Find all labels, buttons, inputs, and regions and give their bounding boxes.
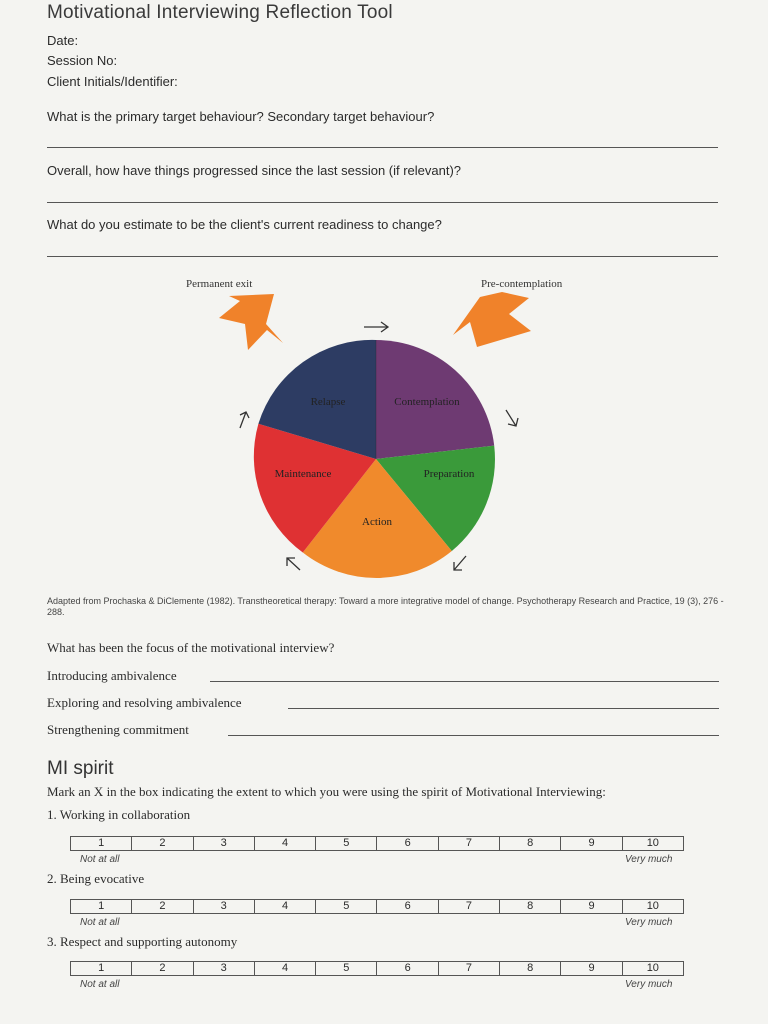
scale-box[interactable]: 5 <box>316 962 377 975</box>
scale-box[interactable]: 8 <box>500 837 561 850</box>
pre-contemplation-arrow <box>453 292 531 347</box>
cycle-arrow-bottom-right <box>454 556 466 570</box>
scale-box[interactable]: 3 <box>194 837 255 850</box>
scale-box[interactable]: 5 <box>316 837 377 850</box>
item-evocative-label: 2. Being evocative <box>47 871 145 886</box>
diagram-caption: Adapted from Prochaska & DiClemente (1982). Transtheoretical therapy: Toward a more integrative model of change. Psychotherapy Research and Practice, 19 (3), 276 - 288. <box>47 596 724 617</box>
label-relapse: Relapse <box>310 396 346 408</box>
scale-box[interactable]: 5 <box>316 900 377 913</box>
cycle-arrow-right <box>506 410 518 426</box>
page-title: Motivational Interviewing Reflection Tool <box>47 2 393 23</box>
focus-line-3[interactable] <box>228 735 719 736</box>
mi-spirit-heading: MI spirit <box>47 758 114 779</box>
cycle-arrow-left <box>240 412 249 428</box>
scale-box[interactable]: 3 <box>194 962 255 975</box>
cycle-arrow-top <box>364 322 388 332</box>
low-anchor: Not at all <box>80 854 120 865</box>
question-progress: Overall, how have things progressed since the last session (if relevant)? <box>47 163 462 178</box>
session-number-label: Session No: <box>47 53 118 68</box>
scale-box[interactable]: 4 <box>255 962 316 975</box>
scale-box[interactable]: 1 <box>71 962 132 975</box>
scale-box[interactable]: 10 <box>646 900 659 912</box>
date-field-label: Date: <box>47 33 79 48</box>
scale-collaboration[interactable] <box>70 836 684 851</box>
scale-box[interactable]: 9 <box>561 837 622 850</box>
high-anchor: Very much <box>625 854 673 865</box>
scale-box[interactable]: 7 <box>439 837 500 850</box>
label-action: Action <box>362 516 392 528</box>
label-contemplation: Contemplation <box>394 396 460 408</box>
label-preparation: Preparation <box>423 468 475 480</box>
client-identifier-label: Client Initials/Identifier: <box>47 74 178 89</box>
focus-item-strengthening: Strengthening commitment <box>47 722 189 737</box>
scale-box[interactable]: 3 <box>194 900 255 913</box>
focus-line-2[interactable] <box>288 708 719 709</box>
scale-box[interactable]: 4 <box>255 900 316 913</box>
scale-box[interactable]: 4 <box>255 837 316 850</box>
scale-evocative[interactable] <box>70 899 684 914</box>
scale-box[interactable]: 8 <box>500 962 561 975</box>
focus-line-1[interactable] <box>210 681 719 682</box>
focus-item-introducing: Introducing ambivalence <box>47 668 177 683</box>
scale-box[interactable]: 7 <box>439 900 500 913</box>
pre-contemplation-label: Pre-contemplation <box>481 278 563 290</box>
scale-box[interactable]: 10 <box>646 962 659 974</box>
low-anchor: Not at all <box>80 917 120 928</box>
scale-box[interactable]: 1 <box>71 837 132 850</box>
question-target-behaviour: What is the primary target behaviour? Secondary target behaviour? <box>47 109 435 124</box>
item-collaboration-label: 1. Working in collaboration <box>47 807 191 822</box>
scale-box[interactable]: 9 <box>561 962 622 975</box>
permanent-exit-label: Permanent exit <box>186 278 253 290</box>
scale-box[interactable]: 9 <box>561 900 622 913</box>
scale-box[interactable]: 1 <box>71 900 132 913</box>
scale-box[interactable]: 2 <box>132 962 193 975</box>
mi-spirit-instruction: Mark an X in the box indicating the extent to which you were using the spirit of Motivational Interviewing: <box>47 784 606 799</box>
scale-box[interactable]: 7 <box>439 962 500 975</box>
low-anchor: Not at all <box>80 979 120 990</box>
item-autonomy-label: 3. Respect and supporting autonomy <box>47 934 238 949</box>
label-maintenance: Maintenance <box>274 468 332 480</box>
focus-item-exploring: Exploring and resolving ambivalence <box>47 695 242 710</box>
scale-box[interactable]: 8 <box>500 900 561 913</box>
permanent-exit-arrow <box>219 294 283 350</box>
cycle-arrow-bottom-left <box>287 558 300 570</box>
scale-box[interactable]: 2 <box>132 900 193 913</box>
question-readiness: What do you estimate to be the client's current readiness to change? <box>47 217 442 232</box>
scale-box[interactable]: 6 <box>377 900 438 913</box>
scale-box[interactable]: 2 <box>132 837 193 850</box>
scale-autonomy[interactable] <box>70 961 684 976</box>
high-anchor: Very much <box>625 979 673 990</box>
scale-box[interactable]: 10 <box>646 837 659 849</box>
focus-question: What has been the focus of the motivational interview? <box>47 640 335 655</box>
scale-box[interactable]: 6 <box>377 962 438 975</box>
high-anchor: Very much <box>625 917 673 928</box>
scale-box[interactable]: 6 <box>377 837 438 850</box>
